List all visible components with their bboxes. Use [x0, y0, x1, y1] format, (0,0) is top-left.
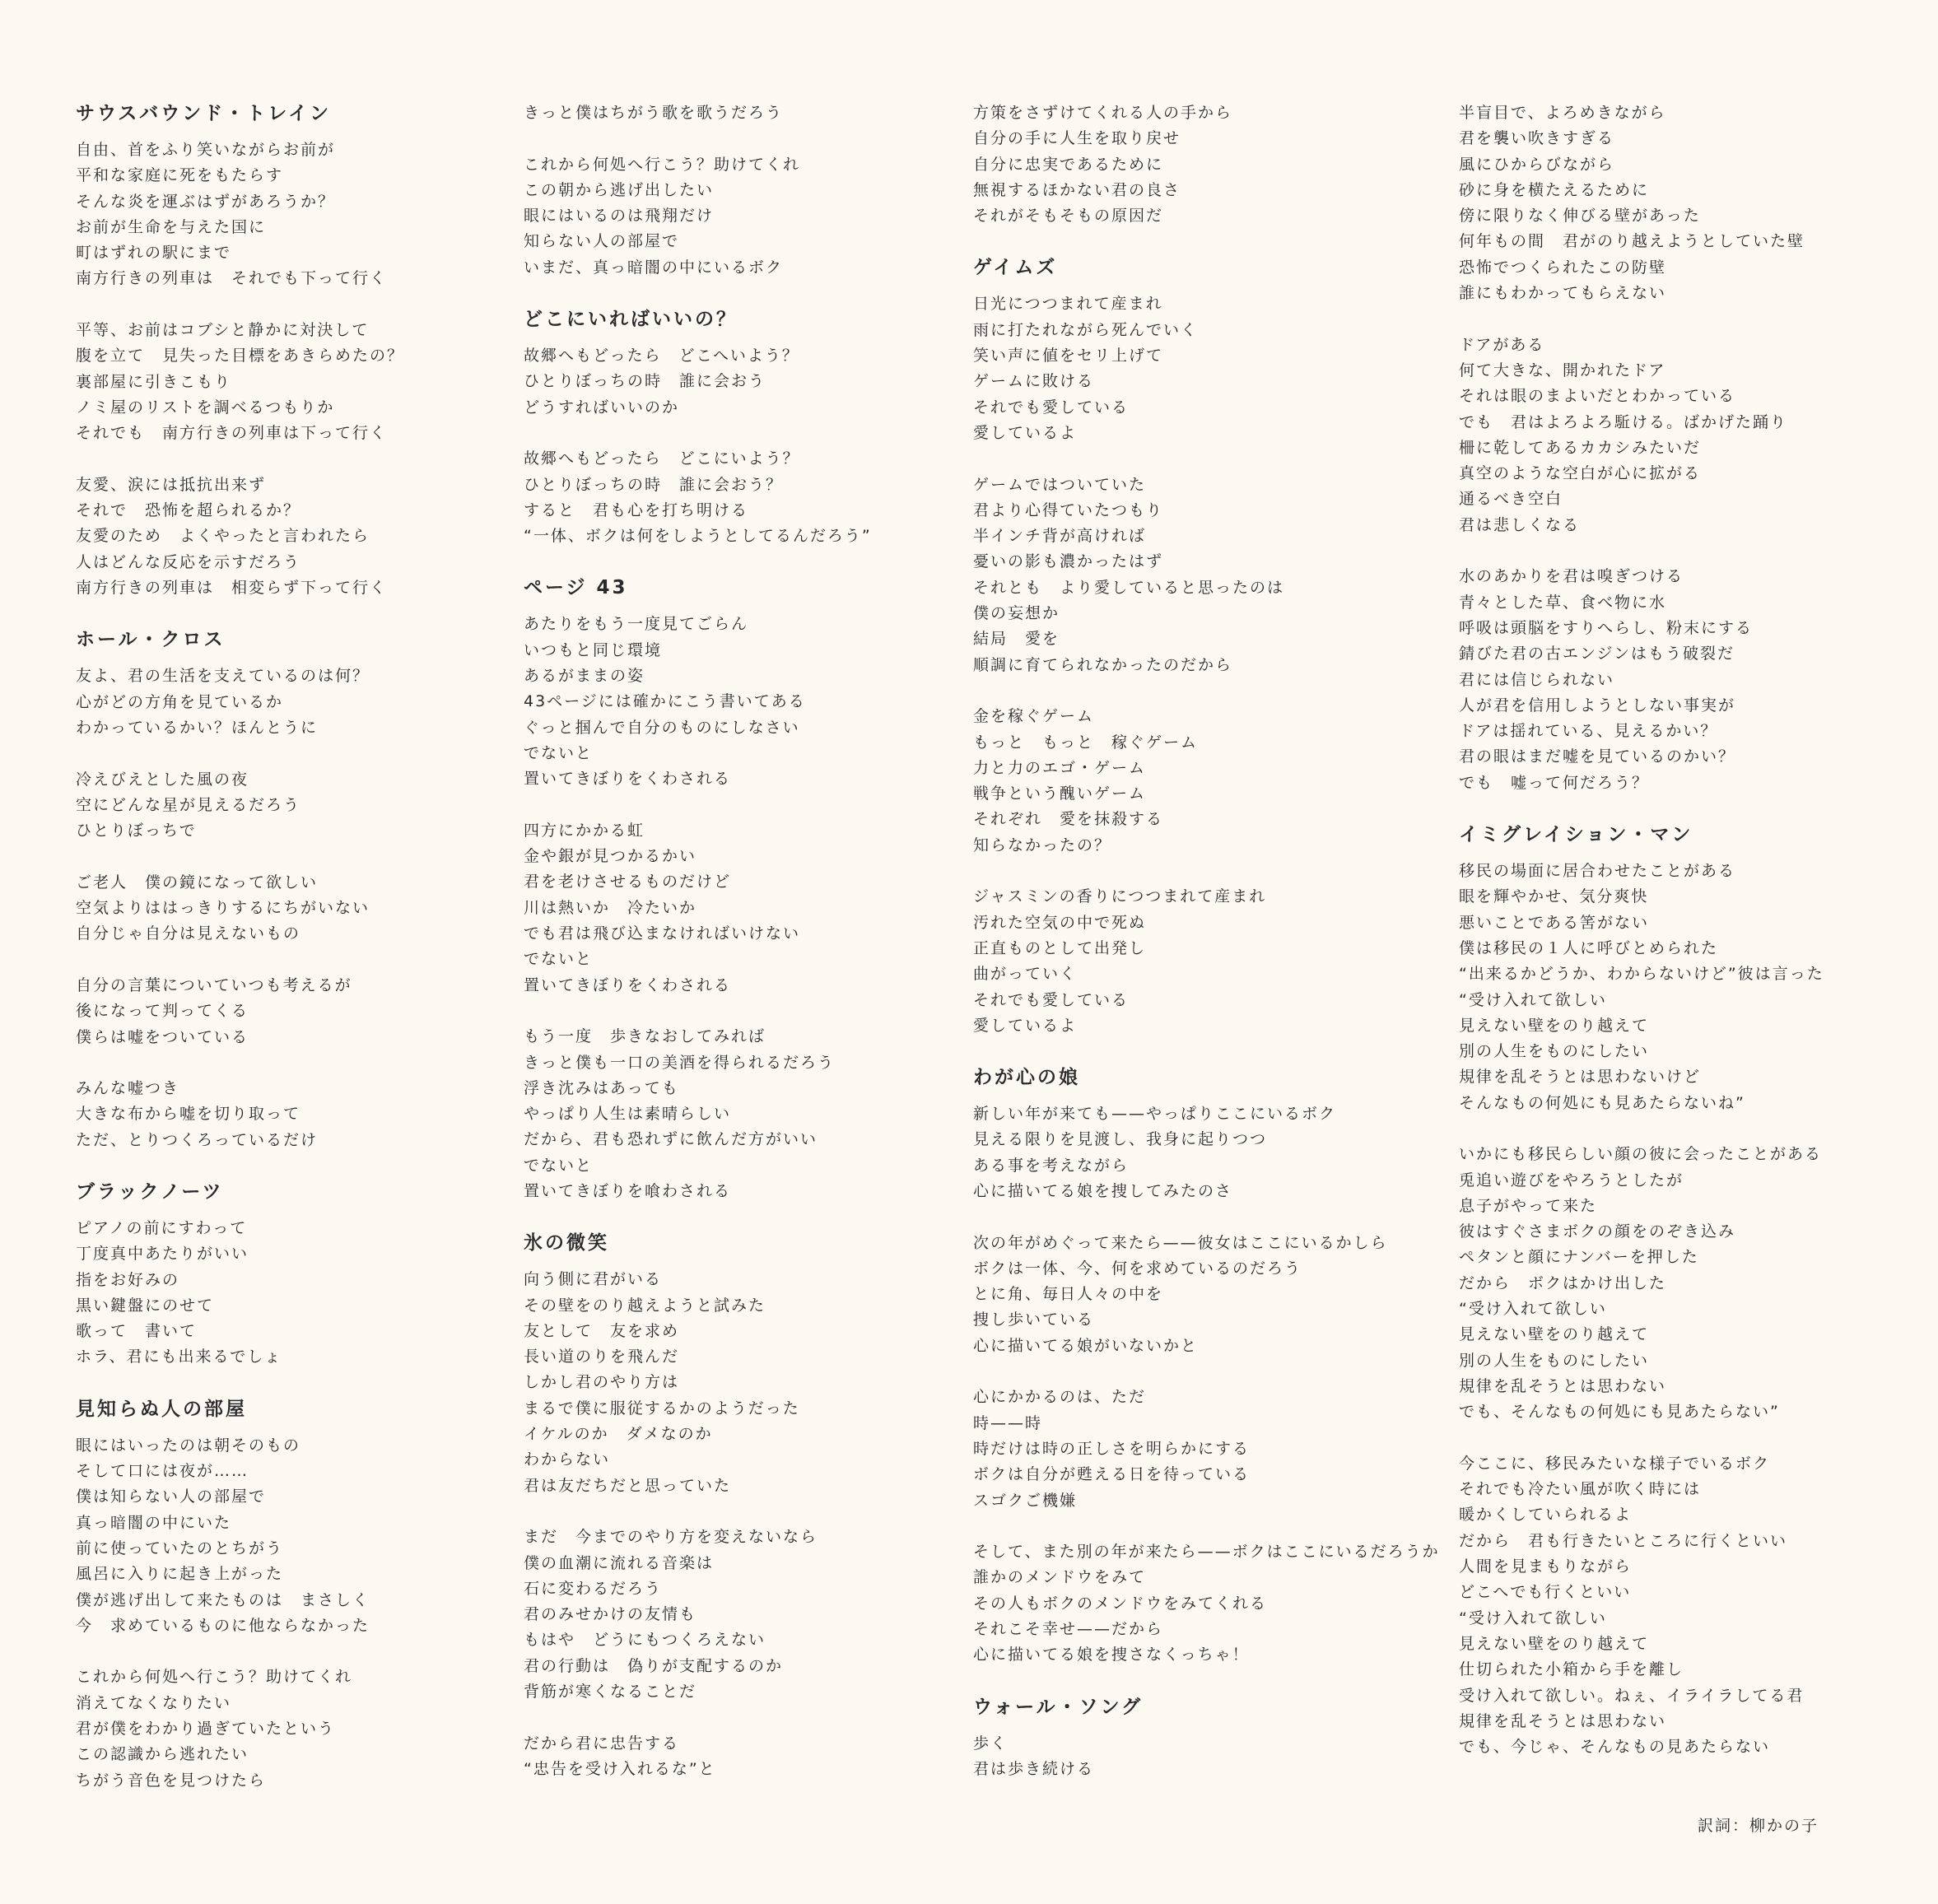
song-title: 氷の微笑 [524, 1232, 609, 1255]
lyric-line: ドアは揺れている、見えるかい？ [1459, 722, 1718, 741]
lyric-line: 人が君を信用しようとしない事実が [1459, 696, 1736, 715]
lyric-line: 見えない壁をのり越えて [1459, 1325, 1650, 1344]
lyric-line: そんなもの何処にも見あたらないね” [1459, 1093, 1745, 1112]
lyric-line: 知らない人の部屋で [524, 232, 680, 251]
lyric-line: わからない [524, 1450, 611, 1469]
stanza-spacer [524, 999, 985, 1024]
section-spacer [524, 549, 985, 575]
lyric-line: ホラ、君にも出来るでしょ [76, 1348, 282, 1366]
lyric-line: 愛しているよ [973, 1016, 1078, 1035]
lyric-line: 次の年がめぐって来たら——彼女はここにいるかしら [973, 1233, 1388, 1252]
section-spacer [76, 601, 537, 626]
lyric-line: 見える限りを見渡し、我身に起りつつ [973, 1130, 1268, 1149]
lyric-line: その人もボクのメンドウをみてくれる [973, 1594, 1268, 1613]
lyric-line: それとも より愛していると思ったのは [973, 578, 1285, 597]
lyric-line: 愛しているよ [973, 423, 1078, 442]
stanza-spacer [76, 1050, 537, 1076]
lyric-line: 心に描いてる娘がいないかと [973, 1336, 1199, 1355]
lyric-line: イケルのか ダメなのか [524, 1425, 713, 1444]
lyric-line: 君の行動は 偽りが支配するのか [524, 1656, 784, 1675]
lyric-line: まるで僕に服従するかのようだった [524, 1399, 800, 1418]
lyric-line: 君のみせかけの友情も [524, 1605, 697, 1624]
lyric-line: 友として 友を求め [524, 1321, 680, 1340]
lyric-line: 君には信じられない [1459, 670, 1615, 689]
lyric-line: わかっているかい？ほんとうに [76, 718, 319, 737]
lyric-line: 君が僕をわかり過ぎていたという [76, 1720, 336, 1739]
lyric-line: 長い道のりを飛んだ [524, 1348, 680, 1366]
lyric-line: 傍に限りなく伸びる壁があった [1459, 207, 1701, 226]
lyric-line: でも、今じゃ、そんなもの見あたらない [1459, 1738, 1771, 1757]
lyric-line: 大きな布から嘘を切り取って [76, 1105, 301, 1124]
lyric-line: それで 恐怖を超られるか？ [76, 501, 301, 520]
lyric-line: 規律を乱そうとは思わないけど [1459, 1068, 1702, 1087]
lyric-line: 友愛、涙には抵抗出来ず [76, 475, 267, 494]
lyric-line: 砂に身を横たえるために [1459, 180, 1650, 199]
lyric-line: 背筋が寒くなることだ [524, 1683, 697, 1701]
lyric-line: 真空のような空白が心に拡がる [1459, 464, 1702, 483]
lyric-line: 自由、首をふり笑いながらお前が [76, 141, 336, 159]
lyric-line: 順調に育てられなかったのだから [973, 655, 1233, 674]
lyric-line: 君は悲しくなる [1459, 515, 1581, 534]
stanza-spacer [76, 947, 537, 973]
lyric-line: 故郷へもどったら どこにいよう？ [524, 449, 800, 468]
stanza-spacer [76, 1639, 537, 1664]
song-title: ウォール・ソング [973, 1696, 1144, 1718]
lyric-line: 空にどんな星が見えるだろう [76, 795, 301, 814]
lyric-line: 故郷へもどったら どこへいよう？ [524, 347, 799, 365]
lyric-line: 眼を輝やかせ、気分爽快 [1459, 887, 1649, 906]
lyric-line: 自分の手に人生を取り戻せ [973, 129, 1181, 148]
lyric-line: 柵に乾してあるカカシみたいだ [1459, 438, 1702, 457]
stanza-spacer [524, 421, 985, 446]
lyric-line: でないと [524, 950, 594, 969]
lyric-line: 力と力のエゴ・ゲーム [973, 758, 1147, 777]
lyric-line: 錆びた君の古エンジンはもう破裂だ [1459, 645, 1735, 663]
lyric-line: あるがままの姿 [524, 667, 645, 686]
lyric-line: だから君に忠告する [524, 1734, 680, 1753]
lyric-line: あたりをもう一度見てごらん [524, 615, 749, 634]
lyric-line: お前が生命を与えた国に [76, 217, 267, 236]
lyric-line: 無視するほかない君の良さ [973, 180, 1181, 199]
lyric-line: 知らなかったの？ [973, 836, 1112, 854]
lyric-line: 今 求めているものに他ならなかった [76, 1616, 370, 1635]
lyric-line: 雨に打たれながら死んでいく [973, 320, 1199, 339]
lyric-line: 規律を乱そうとは思わない [1459, 1711, 1667, 1730]
lyric-line: “受け入れて欲しい [1459, 990, 1607, 1009]
lyric-line: 方策をさずけてくれる人の手から [973, 104, 1233, 122]
lyric-line: 自分の言葉についていつも考えるが [76, 975, 352, 994]
song-title: ブラックノーツ [76, 1180, 224, 1203]
lyric-line: ペタンと顔にナンバーを押した [1459, 1248, 1699, 1267]
lyric-line: 受け入れて欲しい。ねぇ、イライラしてる君 [1459, 1686, 1805, 1705]
lyric-line: それでも愛している [973, 990, 1130, 1009]
lyric-line: 冷えびえとした風の夜 [76, 770, 249, 789]
lyric-line: 誰にもわかってもらえない [1459, 284, 1667, 303]
lyric-line: でも君は飛び込まなければいけない [524, 924, 801, 943]
stanza-spacer [524, 1499, 985, 1525]
lyric-line: 心に描いてる娘を捜してみたのさ [973, 1181, 1233, 1200]
lyric-line: 自分じゃ自分は見えないもの [76, 924, 301, 943]
stanza-spacer [1459, 306, 1920, 332]
lyric-line: でないと [524, 743, 594, 762]
lyric-line: ご老人 僕の鏡になって欲しい [76, 873, 319, 891]
lyric-line: それでも愛している [973, 398, 1130, 417]
section-spacer [973, 1039, 1434, 1064]
lyric-line: ゲームではついていた [973, 475, 1147, 494]
lyric-line: 風にひからびながら [1459, 155, 1615, 174]
translator-credit: 訳詞：柳かの子 [1698, 1817, 1819, 1835]
lyric-line: ボクは自分が甦える日を待っている [973, 1465, 1251, 1484]
lyric-line: 時——時 [973, 1413, 1043, 1432]
stanza-spacer [973, 859, 1434, 884]
lyric-line: ジャスミンの香りにつつまれて産まれ [973, 887, 1267, 906]
lyric-line: その壁をのり越えようと試みた [524, 1296, 766, 1315]
lyric-line: これから何処へ行こう？助けてくれ [76, 1668, 353, 1687]
column-1 [76, 100, 537, 1794]
lyric-line: 汚れた空気の中で死ぬ [973, 913, 1147, 932]
section-spacer [973, 229, 1434, 254]
lyric-line: しかし君のやり方は [524, 1373, 680, 1392]
lyric-line: とに角、毎日人々の中を [973, 1285, 1164, 1304]
lyric-line: 南方行きの列車は 相変らず下って行く [76, 579, 388, 598]
lyric-line: 前に使っていたのとちがう [76, 1539, 284, 1557]
lyric-line: 君を襲い吹きすぎる [1459, 129, 1615, 148]
lyric-line: 時だけは時の正しさを明らかにする [973, 1439, 1251, 1458]
lyric-line: 裏部屋に引きこもり [76, 372, 232, 391]
lyric-line: もっと もっと 稼ぐゲーム [973, 733, 1199, 752]
lyric-line: 見えない壁をのり越えて [1459, 1016, 1650, 1035]
song-title: どこにいればいいの？ [524, 309, 738, 331]
stanza-spacer [524, 126, 985, 151]
lyric-line: 心に描いてる娘を捜さなくっちゃ！ [973, 1646, 1250, 1664]
lyric-line: “一体、ボクは何をしようとしてるんだろう” [524, 527, 872, 546]
song-title: ゲイムズ [973, 257, 1058, 279]
lyric-line: 置いてきぼりを喰わされる [524, 1181, 732, 1200]
lyric-line: 浮き沈みはあっても [524, 1078, 679, 1097]
column-3 [973, 100, 1440, 1782]
lyric-line: 別の人生をものにしたい [1459, 1351, 1650, 1370]
song-title: ホール・クロス [76, 629, 226, 651]
lyric-line: 四方にかかる虹 [524, 821, 645, 840]
lyric-line: 今ここに、移民みたいな様子でいるボク [1459, 1454, 1771, 1473]
lyric-line: 曲がっていく [973, 965, 1078, 984]
lyric-line: いかにも移民らしい顔の彼に会ったことがある [1459, 1145, 1823, 1164]
lyric-line: 規律を乱そうとは思わない [1459, 1376, 1667, 1395]
lyric-line: 消えてなくなりたい [76, 1693, 232, 1712]
lyric-line: 自分に忠実であるために [973, 155, 1164, 174]
lyric-line: 誰かのメンドウをみて [973, 1568, 1147, 1587]
lyric-line: まだ 今までのやり方を変えないなら [524, 1528, 818, 1547]
lyric-line: それでも冷たい風が吹く時には [1459, 1480, 1702, 1499]
lyric-line: そして口には夜が…… [76, 1462, 249, 1481]
lyric-line: ひとりぼっちで [76, 822, 197, 840]
stanza-spacer [973, 446, 1434, 472]
stanza-spacer [973, 1204, 1434, 1230]
lyric-line: ゲームに敗ける [973, 372, 1095, 391]
lyric-line: 真っ暗闇の中にいた [76, 1513, 232, 1532]
lyric-line: きっと僕はちがう歌を歌うだろう [524, 104, 784, 122]
song-title: イミグレイション・マン [1459, 824, 1693, 846]
lyric-line: でも 嘘って何だろう？ [1459, 773, 1650, 792]
lyric-line: ピアノの前にすわって [76, 1218, 248, 1237]
lyric-line: 人はどんな反応を示すだろう [76, 552, 301, 571]
lyric-line: 青々とした草、食べ物に水 [1459, 593, 1667, 612]
lyric-line: 南方行きの列車は それでも下って行く [76, 269, 388, 288]
lyric-line: 金や銀が見つかるかい [524, 847, 697, 866]
section-spacer [76, 1153, 537, 1179]
lyric-line: 歌って 書いて [76, 1322, 198, 1341]
stanza-spacer [76, 844, 537, 869]
lyric-line: 僕らは嘘をついている [76, 1027, 249, 1046]
column-2 [524, 100, 985, 1782]
stanza-spacer [973, 1514, 1434, 1539]
lyric-line: 仕切られた小箱から手を離し [1459, 1660, 1684, 1679]
lyric-line: 移民の場面に居合わせたことがある [1459, 862, 1736, 881]
lyric-line: 歩く [973, 1734, 1009, 1753]
stanza-spacer [76, 292, 537, 318]
lyric-line: ある事を考えながら [973, 1156, 1130, 1175]
lyric-line: 僕は知らない人の部屋で [76, 1487, 267, 1506]
stanza-spacer [1459, 1426, 1920, 1451]
lyric-line: “出来るかどうか、わからないけど”彼は言った [1459, 965, 1824, 984]
lyric-line: きっと僕も一口の美酒を得られるだろう [524, 1053, 836, 1072]
lyric-line: そんな炎を運ぶはずがあろうか？ [76, 192, 336, 211]
lyric-line: スゴクご機嫌 [973, 1491, 1078, 1510]
lyric-line: 眼にはいったのは朝そのもの [76, 1436, 301, 1455]
lyric-line: 何て大きな、開かれたドア [1459, 361, 1666, 379]
lyric-line: 黒い鍵盤にのせて [76, 1296, 215, 1315]
lyric-line: 心がどの方角を見ているか [76, 692, 284, 711]
lyric-line: 水のあかりを君は嗅ぎつける [1459, 567, 1684, 586]
lyric-line: 君は歩き続ける [973, 1759, 1095, 1778]
lyric-line: “忠告を受け入れるな”と [524, 1759, 716, 1778]
lyric-line: 指をお好みの [76, 1270, 180, 1289]
lyric-line: 心にかかるのは、ただ [973, 1388, 1147, 1407]
lyric-line: 呼吸は頭脳をすりへらし、粉末にする [1459, 618, 1754, 637]
lyric-line: 別の人生をものにしたい [1459, 1042, 1650, 1061]
lyric-line: 見えない壁をのり越えて [1459, 1634, 1650, 1653]
lyric-line: 結局 愛を [973, 630, 1060, 649]
lyric-line: それでも 南方行きの列車は下って行く [76, 424, 388, 443]
stanza-spacer [1459, 538, 1920, 564]
lyric-line: 平等、お前はコブシと静かに対決して [76, 321, 370, 340]
section-spacer [524, 281, 985, 306]
lyric-line: 君は友だちだと思っていた [524, 1476, 732, 1495]
lyric-line: ただ、とりつくろっているだけ [76, 1130, 319, 1149]
lyric-line: 捜し歩いている [973, 1310, 1095, 1329]
lyric-line: いつもと同じ環境 [524, 640, 663, 659]
lyric-line: 半インチ背が高ければ [973, 527, 1147, 546]
lyric-line: ひとりぼっちの時 誰に会おう [524, 372, 766, 391]
lyric-line: 川は熱いか 冷たいか [524, 898, 697, 917]
lyric-line: ちがう音色を見つけたら [76, 1771, 267, 1790]
lyric-line: ひとりぼっちの時 誰に会おう？ [524, 475, 784, 494]
lyric-line: 笑い声に値をセリ上げて [973, 347, 1164, 365]
lyric-line: それがそもそもの原因だ [973, 207, 1164, 226]
lyric-line: だから ボクはかけ出した [1459, 1273, 1667, 1292]
section-spacer [76, 1371, 537, 1396]
lyric-line: もはや どうにもつくろえない [524, 1631, 766, 1650]
lyric-line: 君を老けさせるものだけど [524, 873, 732, 891]
song-title: わが心の娘 [973, 1067, 1080, 1089]
lyric-line: 町はずれの駅にまで [76, 244, 232, 263]
lyric-line: 兎追い遊びをやろうとしたが [1459, 1171, 1684, 1189]
lyric-line: ドアがある [1459, 335, 1545, 354]
lyric-line: 日光につつまれて産まれ [973, 295, 1163, 314]
section-spacer [1459, 796, 1920, 822]
stanza-spacer [524, 793, 985, 818]
lyric-line: 君の眼はまだ嘘を見ているのかい？ [1459, 747, 1736, 766]
lyric-line: 後になって判ってくる [76, 1002, 249, 1021]
section-spacer [973, 1669, 1434, 1694]
stanza-spacer [1459, 1116, 1920, 1142]
lyric-line: 僕の妄想か [973, 604, 1060, 623]
lyric-line: 半盲目で、よろめきながら [1459, 104, 1666, 122]
lyric-line: 憂いの影も濃かったはず [973, 552, 1164, 571]
stanza-spacer [76, 447, 537, 473]
lyric-line: だから、君も恐れずに飲んだ方がいい [524, 1130, 818, 1149]
lyric-line: どこへでも行くといい [1459, 1583, 1632, 1602]
lyric-line: 僕が逃げ出して来たものは まさしく [76, 1590, 370, 1609]
song-title: 見知らぬ人の部屋 [76, 1398, 247, 1420]
lyric-line: でも、そんなもの何処にも見あたらない” [1459, 1403, 1780, 1422]
lyric-line: それぞれ 愛を抹殺する [973, 810, 1164, 829]
lyric-line: いまだ、真っ暗闇の中にいるボク [524, 258, 784, 277]
lyric-line: だから 君も行きたいところに行くといい [1459, 1531, 1788, 1550]
lyric-line: 眼にはいるのは飛翔だけ [524, 207, 715, 226]
lyric-line: 息子がやって来た [1459, 1196, 1598, 1215]
column-4 [1459, 100, 1920, 1760]
lyric-line: 戦争という醜いゲーム [973, 784, 1147, 803]
lyric-line: “受け入れて欲しい [1459, 1608, 1607, 1627]
lyric-line: 腹を立て 見失った目標をあきらめたの？ [76, 347, 405, 365]
lyric-line: 君より心得ていたつもり [973, 500, 1164, 519]
lyric-line: 風呂に入りに起き上がった [76, 1565, 284, 1584]
stanza-spacer [524, 1705, 985, 1730]
lyric-line: 向う側に君がいる [524, 1270, 663, 1289]
lyric-line: みんな嘘つき [76, 1079, 180, 1098]
lyric-line: 置いてきぼりをくわされる [524, 770, 732, 789]
stanza-spacer [973, 678, 1434, 704]
lyric-line: それこそ幸せ——だから [973, 1620, 1164, 1639]
lyric-line: そして、また別の年が来たら——ボクはここにいるだろうか [973, 1543, 1440, 1562]
lyric-line: 暖かくしていられるよ [1459, 1506, 1633, 1525]
lyric-line: この朝から逃げ出したい [524, 180, 715, 199]
lyric-line: ボクは一体、今、何を求めているのだろう [973, 1259, 1302, 1278]
lyric-line: でないと [524, 1156, 594, 1175]
lyric-line: やっぱり人生は素晴らしい [524, 1105, 732, 1124]
lyric-line: 金を稼ぐゲーム [973, 707, 1095, 726]
lyric-line: 丁度真中あたりがいい [76, 1245, 249, 1264]
song-title: ページ 43 [524, 577, 628, 599]
lyric-line: 通るべき空白 [1459, 490, 1563, 509]
lyric-line: “受け入れて欲しい [1459, 1300, 1607, 1319]
lyric-line: もう一度 歩きなおしてみれば [524, 1027, 766, 1046]
lyric-line: ノミ屋のリストを調べるつもりか [76, 398, 335, 417]
lyric-line: 新しい年が来ても——やっぱりここにいるボク [973, 1105, 1337, 1124]
stanza-spacer [973, 1359, 1434, 1385]
lyric-line: 人間を見まもりながら [1459, 1557, 1633, 1576]
lyric-line: どうすればいいのか [524, 398, 680, 417]
song-title: サウスバウンド・トレイン [76, 103, 332, 124]
section-spacer [524, 1204, 985, 1230]
lyric-line: この認識から逃れたい [76, 1745, 249, 1764]
lyric-line: 恐怖でつくられたこの防壁 [1459, 258, 1667, 277]
lyric-line: 彼はすぐさまボクの顔をのぞき込み [1459, 1222, 1736, 1241]
stanza-spacer [76, 741, 537, 766]
lyric-line: でも 君はよろよろ駈ける。ばかげた踊り [1459, 412, 1788, 431]
lyric-line: 石に変わるだろう [524, 1579, 663, 1598]
lyric-line: 悪いことである筈がない [1459, 913, 1650, 932]
lyric-line: それは眼のまよいだとわかっている [1459, 387, 1736, 406]
lyric-line: 友愛のため よくやったと言われたら [76, 527, 370, 546]
lyric-line: 僕は移民の１人に呼びとめられた [1459, 938, 1719, 957]
lyric-line: 空気よりははっきりするにちがいない [76, 899, 370, 918]
lyric-line: 何年もの間 君がのり越えようとしていた壁 [1459, 232, 1805, 251]
lyric-line: 僕の血潮に流れる音楽は [524, 1553, 715, 1572]
lyric-line: ぐっと掴んで自分のものにしなさい [524, 718, 800, 737]
lyric-line: これから何処へ行こう？助けてくれ [524, 155, 801, 174]
lyric-line: 友よ、君の生活を支えているのは何？ [76, 667, 370, 686]
lyric-line: 置いてきぼりをくわされる [524, 975, 732, 994]
lyric-line: 平和な家庭に死をもたらす [76, 166, 284, 185]
lyric-line: 正直ものとして出発し [973, 938, 1147, 957]
lyric-line: 43ページには確かにこう書いてある [524, 692, 806, 711]
lyric-line: すると 君も心を打ち明ける [524, 500, 749, 519]
